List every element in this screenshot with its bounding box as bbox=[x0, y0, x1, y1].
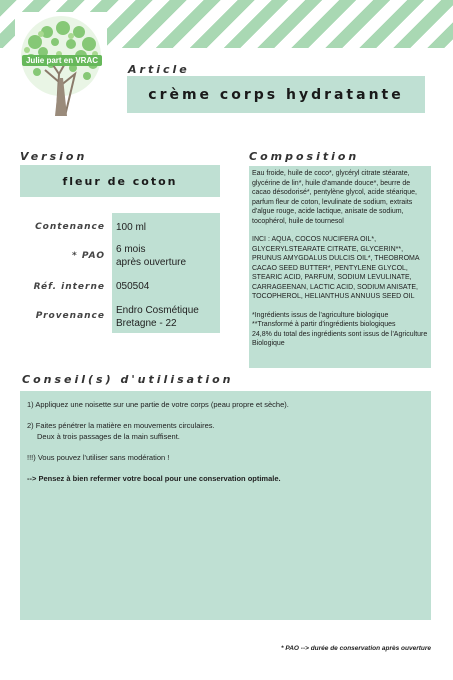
info-label-pao: * PAO bbox=[72, 251, 105, 261]
article-heading: Article bbox=[128, 63, 190, 76]
info-value-ref: 050504 bbox=[112, 272, 220, 301]
info-value-pao: 6 mois après ouverture bbox=[112, 240, 220, 272]
composition-heading: Composition bbox=[249, 150, 360, 163]
info-label-provenance: Provenance bbox=[35, 311, 105, 321]
composition-box bbox=[249, 166, 431, 368]
info-label-ref: Réf. interne bbox=[33, 282, 105, 292]
conseil-step-1: 1) Appliquez une noisette sur une partie de votre corps (peau propre et sèche). bbox=[27, 400, 289, 409]
info-value-contenance: 100 ml bbox=[112, 213, 220, 241]
info-value-provenance: Endro Cosmétique Bretagne - 22 bbox=[112, 300, 220, 333]
conseils-heading: Conseil(s) d'utilisation bbox=[22, 373, 234, 386]
version-title: fleur de coton bbox=[20, 165, 220, 197]
info-label-contenance: Contenance bbox=[35, 222, 105, 232]
composition-notes: *Ingrédients issus de l'agriculture biologique **Transformé à partir d'ingrédients biologiques 24,8% du total des ingrédients sont issus de l'Agriculture Biologique bbox=[252, 311, 428, 347]
composition-inci: INCI : AQUA, COCOS NUCIFERA OIL*, GLYCERYLSTEARATE CITRATE, GLYCERIN**, PRUNUS AMYGDALUS DULCIS OIL*, THEOBROMA CACAO SEED BUTTER*, PENTYLENE GLYCOL, STEARIC ACID, PARFUM, SODIUM LEVULINATE, CARRAGEENAN, LACTIC ACID, SODIUM ANISATE, TOCOPHEROL, HELIANTHUS ANNUUS SEED OIL bbox=[252, 236, 420, 300]
version-heading: Version bbox=[20, 150, 88, 163]
article-title: crème corps hydratante bbox=[127, 76, 425, 113]
conseils-box bbox=[20, 391, 431, 620]
conseil-note: !!!) Vous pouvez l'utiliser sans modération ! bbox=[27, 453, 170, 462]
conseil-step-2b: Deux à trois passages de la main suffisent. bbox=[37, 432, 180, 441]
composition-ingredients: Eau froide, huile de coco*, glycéryl citrate stéarate, glycérine de lin*, huile d'amande douce*, beurre de cacao désodorisé*, pentylène glycol, acide stéarique, parfum fleur de coton, levulinate de sodium, extraits d'algue rouge, acide lactique, anisate de sodium, tocophérol, huile de tournesol bbox=[252, 170, 417, 225]
pao-footnote: * PAO --> durée de conservation après ouverture bbox=[281, 645, 431, 652]
conseil-reminder: --> Pensez à bien refermer votre bocal pour une conservation optimale. bbox=[27, 474, 281, 483]
brand-name: Julie part en VRAC bbox=[22, 55, 102, 66]
conseil-step-2: 2) Faites pénétrer la matière en mouvements circulaires. bbox=[27, 421, 215, 430]
